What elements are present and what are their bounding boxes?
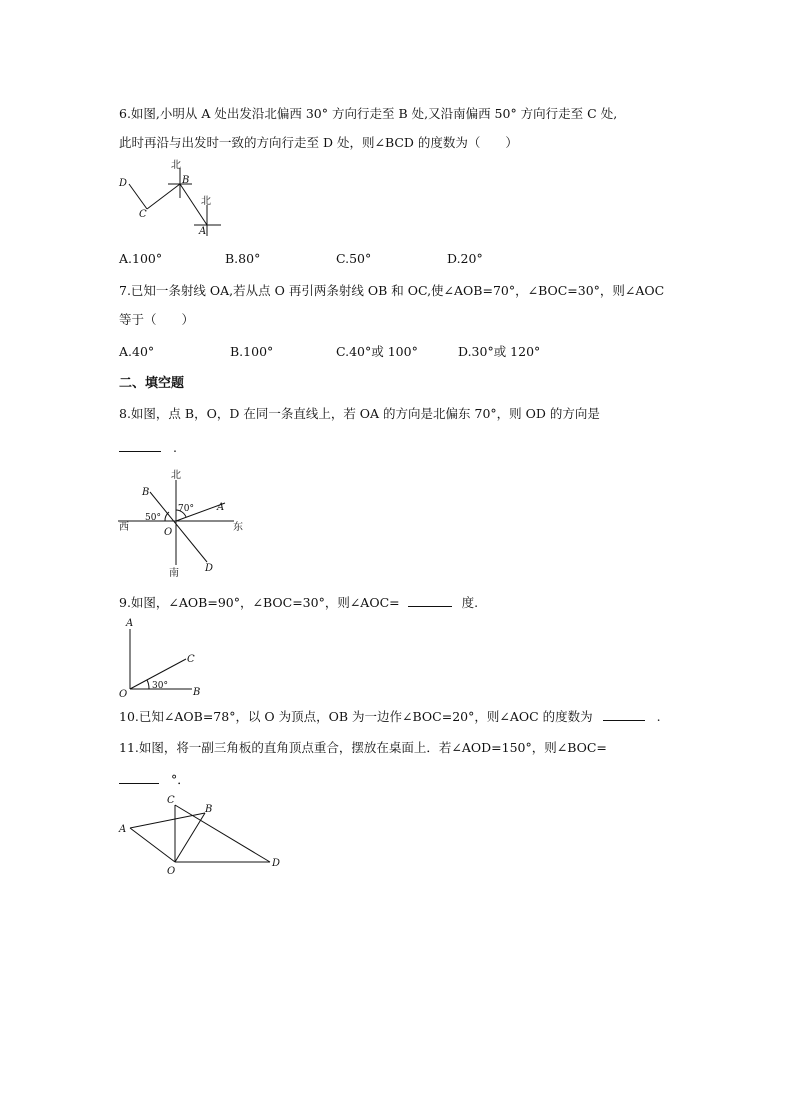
q6-label-north-bottom: 北 — [201, 196, 211, 207]
q6-label-a: A — [199, 226, 207, 237]
q11-label-o: O — [167, 866, 176, 877]
q6-option-d: D.20° — [447, 251, 483, 266]
q8-label-d: D — [205, 563, 214, 574]
q6-label-d: D — [119, 178, 128, 189]
q8-angle-50: 50° — [145, 513, 161, 523]
q6-label-b: B — [182, 175, 190, 186]
q7-text-line1: 7.已知一条射线 OA,若从点 O 再引两条射线 OB 和 OC,使∠AOB=70°，∠BOC=30°，则∠AOC — [119, 283, 665, 298]
q6-text-line2: 此时再沿与出发时一致的方向行走至 D 处，则∠BCD 的度数为（ ） — [119, 135, 518, 150]
q6-option-a: A.100° — [119, 251, 163, 266]
q11-suffix: °． — [170, 772, 190, 787]
q10-prefix: 10.已知∠AOB=78°，以 O 为顶点，OB 为一边作∠BOC=20°，则∠AOC 的度数为 — [119, 709, 593, 724]
q9-suffix: 度. — [461, 595, 479, 610]
q7-option-a: A.40° — [119, 344, 155, 359]
q9-angle-30: 30° — [152, 681, 168, 691]
q8-label-north: 北 — [171, 470, 181, 481]
q9-label-b: B — [193, 687, 201, 698]
q11-text-line1: 11.如图，将一副三角板的直角顶点重合，摆放在桌面上．若∠AOD=150°，则∠BOC= — [119, 740, 607, 755]
q11-label-b: B — [205, 804, 213, 815]
q7-option-c: C.40°或 100° — [336, 344, 418, 359]
q11-label-d: D — [272, 858, 281, 869]
q8-label-east: 东 — [233, 522, 243, 533]
q8-label-south: 南 — [169, 568, 179, 579]
q7-option-d: D.30°或 120° — [458, 344, 541, 359]
q11-label-c: C — [167, 795, 175, 806]
q8-text-line1: 8.如图，点 B，O，D 在同一条直线上，若 OA 的方向是北偏东 70°，则 OD 的方向是 — [119, 406, 600, 421]
q8-label-a: A — [217, 502, 225, 513]
q8-period: . — [172, 440, 177, 455]
q6-text-line1: 6.如图,小明从 A 处出发沿北偏西 30° 方向行走至 B 处,又沿南偏西 50° 方向行走至 C 处, — [119, 106, 618, 121]
q8-label-west: 西 — [119, 522, 129, 533]
q9-label-c: C — [187, 654, 195, 665]
q9-label-a: A — [126, 618, 134, 629]
q7-text-line2: 等于（ ） — [119, 312, 195, 327]
q11-label-a: A — [119, 824, 127, 835]
q6-label-c: C — [139, 209, 147, 220]
q8-label-o: O — [164, 527, 173, 538]
q9-label-o: O — [119, 689, 128, 700]
q10-suffix: . — [656, 709, 661, 724]
q8-angle-70: 70° — [178, 504, 194, 514]
q6-option-b: B.80° — [225, 251, 261, 266]
q8-label-b: B — [142, 487, 150, 498]
section-title: 二、填空题 — [119, 376, 185, 391]
q6-option-c: C.50° — [336, 251, 372, 266]
q9-prefix: 9.如图，∠AOB=90°，∠BOC=30°，则∠AOC= — [119, 595, 400, 610]
q6-label-north-top: 北 — [171, 160, 181, 171]
q7-option-b: B.100° — [230, 344, 274, 359]
